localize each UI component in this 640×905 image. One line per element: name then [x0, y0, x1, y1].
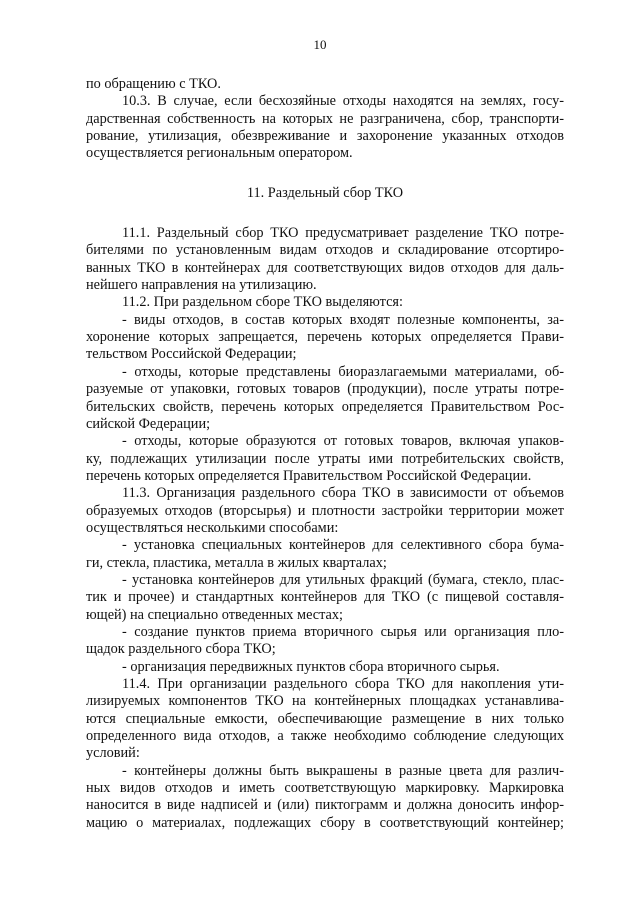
page-number: 10	[313, 37, 327, 52]
text-line: - виды отходов, в состав которых входят полезные компоненты, за-	[122, 311, 564, 328]
paragraph	[86, 93, 564, 162]
text-line: ются специальные емкости, обеспечивающие размещение в них только	[86, 710, 564, 727]
text-line: - отходы, которые представлены биоразлагаемыми материалами, об-	[122, 363, 564, 380]
text-line: хоронение которых запрещается, перечень которых определяется Прави-	[86, 329, 564, 346]
text-line: тик и прочее) и стандартных контейнеров для ТКО (с пищевой составля-	[86, 589, 564, 606]
text-line: ванных ТКО в контейнерах для соответствующих видов отходов для даль-	[86, 259, 564, 276]
paragraph	[86, 485, 564, 537]
text-line: щадок раздельного сбора ТКО;	[86, 641, 276, 658]
paragraph	[86, 76, 564, 93]
text-line: условий:	[86, 745, 140, 762]
text-line: - отходы, которые образуются от готовых товаров, включая упаков-	[122, 433, 564, 450]
paragraph	[86, 364, 564, 433]
text-line: - организация передвижных пунктов сбора вторичного сырья.	[122, 658, 500, 675]
text-line: осуществляться несколькими способами:	[86, 519, 339, 536]
paragraph	[86, 659, 564, 676]
paragraph	[86, 763, 564, 832]
text-line: 11.3. Организация раздельного сбора ТКО в зависимости от объемов	[122, 485, 564, 502]
text-line: - создание пунктов приема вторичного сырья или организация пло-	[122, 623, 564, 640]
text-line: рование, утилизация, обезвреживание и захоронение указанных отходов	[86, 128, 564, 145]
text-line: определенного вида отходов, а также необходимо соблюдение следующих	[86, 728, 564, 745]
section-heading: 11. Раздельный сбор ТКО	[246, 184, 404, 201]
paragraph	[86, 572, 564, 624]
paragraph	[86, 676, 564, 763]
text-line: 11.4. При организации раздельного сбора ТКО для накопления ути-	[122, 676, 564, 692]
text-line: наносится в виде надписей и (или) пиктограмм и должна доносить инфор-	[86, 797, 564, 814]
text-line: ющей) на специально отведенных местах;	[86, 606, 344, 623]
text-line: бителями по установленным видам отходов и складирование отсортиро-	[86, 242, 564, 259]
text-line: ку, подлежащих утилизации после утраты ими потребительских свойств,	[86, 450, 564, 467]
text-line: бительских свойств, перечень которых определяется Правительством Рос-	[86, 398, 564, 415]
text-line: сийской Федерации;	[86, 415, 211, 432]
text-line: мацию о материалах, подлежащих сбору в соответствующий контейнер;	[86, 814, 564, 831]
paragraph	[86, 312, 564, 364]
paragraph	[86, 624, 564, 659]
paragraph	[86, 433, 564, 485]
text-line: дарственная собственность на которых не разграничена, сбор, транспорти-	[86, 110, 564, 127]
text-line: - контейнеры должны быть выкрашены в разные цвета для различ-	[122, 762, 564, 779]
text-line: ных видов отходов и иметь соответствующую маркировку. Маркировка	[86, 780, 564, 797]
paragraph	[86, 294, 564, 311]
text-line: - установка специальных контейнеров для селективного сбора бума-	[122, 537, 564, 554]
text-line: осуществляется региональным оператором.	[86, 145, 353, 162]
paragraph	[86, 537, 564, 572]
text-line: 11.1. Раздельный сбор ТКО предусматривает разделение ТКО потре-	[122, 225, 564, 242]
text-line: 11.2. При раздельном сборе ТКО выделяются:	[122, 294, 403, 311]
text-line: перечень которых определяется Правительством Российской Федерации.	[86, 467, 532, 484]
text-line: ги, стекла, пластика, металла в жилых кварталах;	[86, 554, 387, 571]
text-line: нейшего направления на утилизацию.	[86, 277, 317, 294]
text-line: 10.3. В случае, если бесхозяйные отходы находятся на землях, госу-	[122, 93, 564, 110]
text-line: разуемые от упаковки, готовых товаров (продукции), после утраты потре-	[86, 381, 564, 398]
text-line: лизируемых компонентов ТКО на контейнерных площадках устанавлива-	[86, 693, 564, 710]
text-line: тельством Российской Федерации;	[86, 346, 297, 363]
paragraph	[86, 225, 564, 294]
text-line: по обращению с ТКО.	[86, 76, 221, 92]
document-body	[86, 76, 564, 832]
text-line: - установка контейнеров для утильных фракций (бумага, стекло, плас-	[122, 571, 564, 588]
text-line: образуемых отходов (вторсырья) и плотности застройки территории может	[86, 502, 564, 519]
